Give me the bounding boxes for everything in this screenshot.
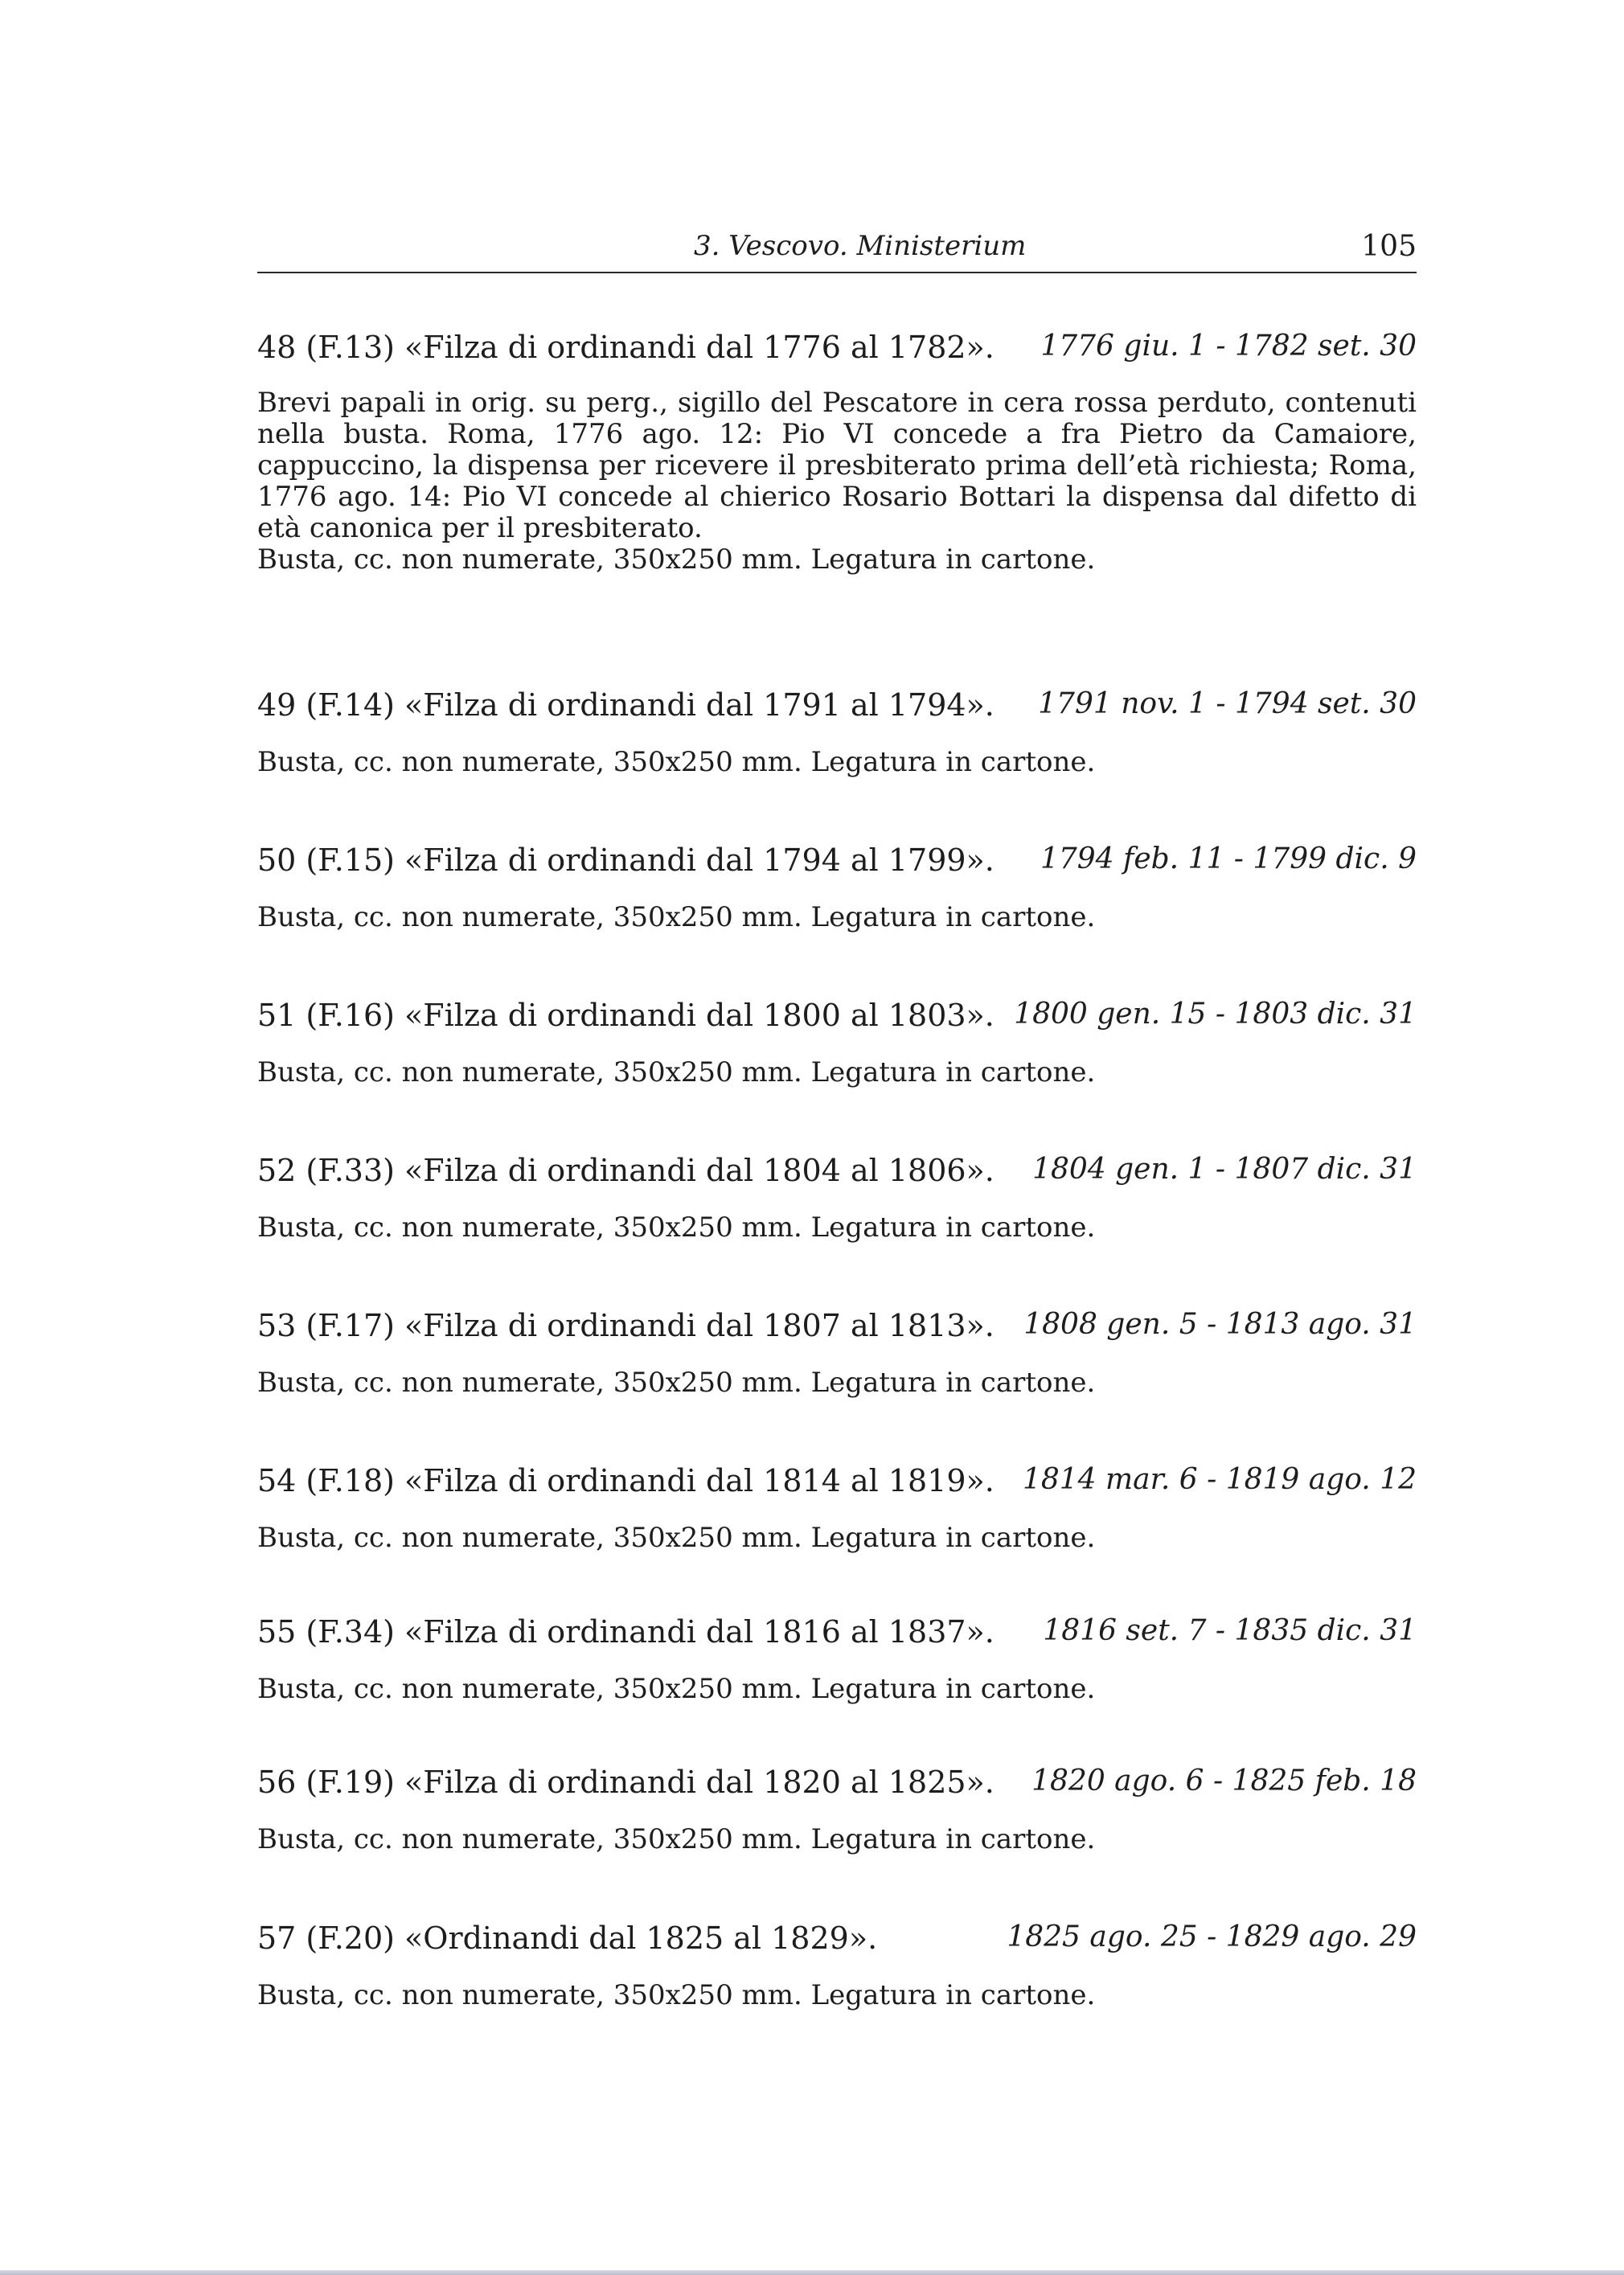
entry-title: 57 (F.20) «Ordinandi dal 1825 al 1829».	[257, 1920, 878, 1956]
entry-heading	[257, 842, 1417, 891]
entry-date-range: 1791 nov. 1 - 1794 set. 30	[1038, 687, 1417, 720]
catalog-entry-53	[257, 1308, 1417, 1399]
running-header	[257, 227, 1417, 273]
catalog-entry-55	[257, 1614, 1417, 1705]
entry-physical-description: Busta, cc. non numerate, 350x250 mm. Legatura in cartone.	[257, 1211, 1096, 1244]
entry-date-range: 1800 gen. 15 - 1803 dic. 31	[1014, 998, 1417, 1031]
entry-date-range: 1776 giu. 1 - 1782 set. 30	[1040, 330, 1417, 363]
catalog-entry-49	[257, 687, 1417, 778]
catalog-entry-48	[257, 330, 1417, 576]
entry-physical-description: Busta, cc. non numerate, 350x250 mm. Legatura in cartone.	[257, 901, 1096, 933]
entry-title: 50 (F.15) «Filza di ordinandi dal 1794 al 1799».	[257, 842, 994, 878]
entry-title: 54 (F.18) «Filza di ordinandi dal 1814 al 1819».	[257, 1463, 994, 1498]
entry-heading	[257, 1308, 1417, 1356]
entry-heading	[257, 330, 1417, 378]
entry-date-range: 1814 mar. 6 - 1819 ago. 12	[1022, 1463, 1417, 1496]
entry-title: 48 (F.13) «Filza di ordinandi dal 1776 al 1782».	[257, 330, 994, 365]
catalog-entry-52	[257, 1153, 1417, 1244]
entry-physical-description: Busta, cc. non numerate, 350x250 mm. Legatura in cartone.	[257, 1673, 1096, 1705]
entry-description: Brevi papali in orig. su perg., sigillo del Pescatore in cera rossa perduto, contenuti nella busta. Roma, 1776 ago. 12: Pio VI concede a fra Pietro da Camaiore, cappuccino, la dispensa per ricevere il presbiterato prima dell’età richiesta; Roma, 1776 ago. 14: Pio VI concede al chierico Rosario Bottari la dispensa dal difetto di età canonica per il presbiterato.	[257, 387, 1417, 544]
entry-physical-description: Busta, cc. non numerate, 350x250 mm. Legatura in cartone.	[257, 1522, 1096, 1554]
scan-bottom-edge	[0, 2270, 1624, 2275]
catalog-entry-56	[257, 1765, 1417, 1855]
entry-heading	[257, 687, 1417, 736]
catalog-entry-57	[257, 1920, 1417, 2011]
entry-title: 51 (F.16) «Filza di ordinandi dal 1800 al 1803».	[257, 998, 994, 1033]
entry-title: 55 (F.34) «Filza di ordinandi dal 1816 al 1837».	[257, 1614, 994, 1650]
running-title: 3. Vescovo. Ministerium	[694, 230, 1027, 262]
entry-date-range: 1816 set. 7 - 1835 dic. 31	[1043, 1614, 1417, 1647]
entry-heading	[257, 1765, 1417, 1813]
entry-physical-description: Busta, cc. non numerate, 350x250 mm. Legatura in cartone.	[257, 1823, 1096, 1855]
entry-date-range: 1820 ago. 6 - 1825 feb. 18	[1031, 1765, 1417, 1797]
entry-heading	[257, 1614, 1417, 1662]
entry-heading	[257, 1920, 1417, 1969]
entry-date-range: 1794 feb. 11 - 1799 dic. 9	[1040, 842, 1417, 875]
catalog-entry-54	[257, 1463, 1417, 1554]
page-number: 105	[1361, 230, 1417, 263]
catalog-entry-50	[257, 842, 1417, 933]
entry-title: 52 (F.33) «Filza di ordinandi dal 1804 al 1806».	[257, 1153, 994, 1188]
entry-physical-description: Busta, cc. non numerate, 350x250 mm. Legatura in cartone.	[257, 1979, 1096, 2011]
entry-date-range: 1808 gen. 5 - 1813 ago. 31	[1023, 1308, 1417, 1341]
entry-physical-description: Busta, cc. non numerate, 350x250 mm. Legatura in cartone.	[257, 1367, 1096, 1399]
entry-physical-description: Busta, cc. non numerate, 350x250 mm. Legatura in cartone.	[257, 1056, 1096, 1088]
entry-heading	[257, 998, 1417, 1046]
entry-physical-description: Busta, cc. non numerate, 350x250 mm. Legatura in cartone.	[257, 746, 1096, 778]
entry-title: 49 (F.14) «Filza di ordinandi dal 1791 al 1794».	[257, 687, 994, 723]
entry-date-range: 1825 ago. 25 - 1829 ago. 29	[1007, 1920, 1417, 1953]
entry-title: 53 (F.17) «Filza di ordinandi dal 1807 al 1813».	[257, 1308, 994, 1343]
entry-date-range: 1804 gen. 1 - 1807 dic. 31	[1032, 1153, 1417, 1186]
entry-heading	[257, 1153, 1417, 1201]
entry-title: 56 (F.19) «Filza di ordinandi dal 1820 al 1825».	[257, 1765, 994, 1800]
entry-physical-description: Busta, cc. non numerate, 350x250 mm. Legatura in cartone.	[257, 543, 1096, 576]
entry-heading	[257, 1463, 1417, 1511]
catalog-entry-51	[257, 998, 1417, 1088]
